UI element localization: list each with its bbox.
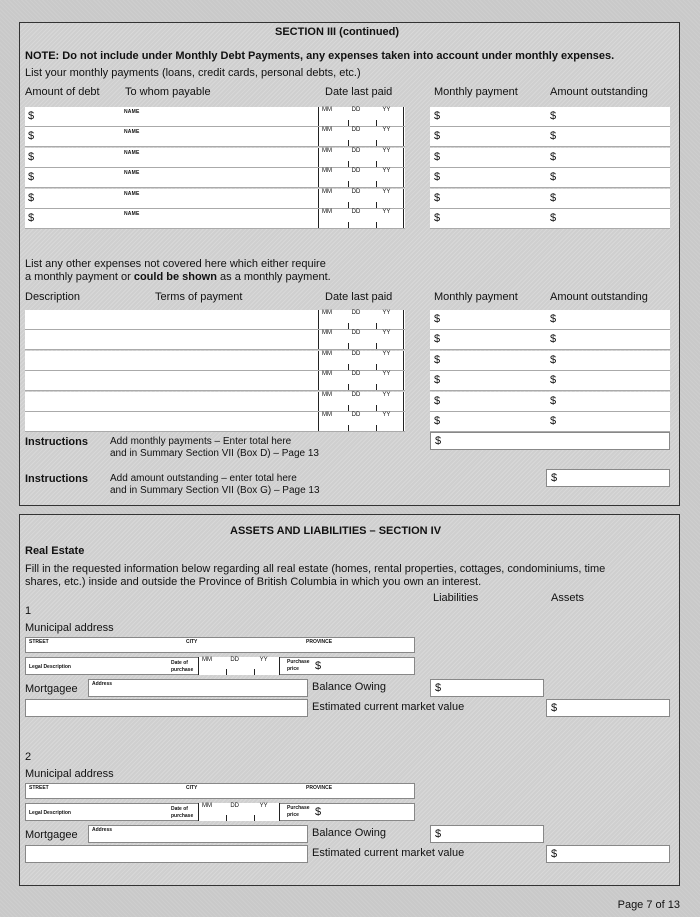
market-value-label: Estimated current market value	[312, 701, 465, 713]
purchase-price-label: Purchase	[287, 659, 310, 665]
amount-outstanding-field[interactable]: $	[550, 394, 557, 407]
monthly-payment-field[interactable]: $	[434, 313, 441, 325]
date-last-paid-field[interactable]: MM DD YY	[318, 330, 404, 349]
date-last-paid-field[interactable]: MM DD YY	[318, 392, 404, 411]
monthly-payment-field[interactable]: $	[434, 415, 441, 427]
date-last-paid-field[interactable]: MM DD YY	[318, 371, 404, 390]
amount-outstanding-field[interactable]: $	[550, 110, 557, 122]
market-value-field[interactable]: $	[546, 699, 670, 717]
amount-of-debt-field[interactable]: $	[28, 130, 35, 143]
date-last-paid-field[interactable]: MM DD YY	[318, 168, 404, 187]
instructions-1-line-1: Add monthly payments – Enter total here	[110, 436, 292, 447]
amount-of-debt-field[interactable]: $	[28, 110, 35, 122]
payee-name-field[interactable]: NAME	[124, 129, 140, 136]
monthly-payment-field[interactable]: $	[434, 212, 441, 224]
date-last-paid-field[interactable]: MM DD YY	[318, 412, 404, 431]
section-4-panel: ASSETS AND LIABILITIES – SECTION IV Real Estate Fill in the requested information below regarding all real estate (homes, rental properties, cottages, condominiums, time shares, etc.) inside and outside the Province of British Columbia in which you own an interest. Liabilities Assets 1 Municipal address STREET CITY PROVINCE Legal Description Date of purchase MM DD YY Purchase price $ Mortgagee Address Balance Owing $ Estimated current market value $ 2 Municipal address STREET CITY PROVINCE Legal Description Date of purchase MM DD YY Purchase price $ Mortgagee Address Balance Owing $ Estimated current market value $	[19, 514, 680, 886]
header-description: Description	[25, 291, 81, 303]
purchase-price-field[interactable]: $	[315, 806, 322, 818]
mortgagee-address-field-2[interactable]	[25, 699, 308, 717]
municipal-address-label: Municipal address	[25, 622, 114, 634]
date-last-paid-field[interactable]: MM DD YY	[198, 657, 280, 675]
instructions-label-1: Instructions	[25, 436, 88, 448]
mortgagee-label: Mortgagee	[25, 829, 78, 841]
header-monthly-payment: Monthly payment	[434, 86, 518, 98]
amount-outstanding-field[interactable]: $	[550, 313, 557, 325]
mortgagee-label: Mortgagee	[25, 683, 78, 695]
municipal-address-field[interactable]: STREET CITY PROVINCE	[25, 637, 415, 653]
total-amount-outstanding-field[interactable]: $	[546, 469, 670, 487]
property-number: 2	[25, 751, 32, 763]
date-last-paid-field[interactable]: MM DD YY	[318, 209, 404, 228]
payee-name-field[interactable]: NAME	[124, 190, 140, 197]
monthly-payment-field[interactable]: $	[434, 110, 441, 122]
purchase-price-field[interactable]: $	[315, 660, 322, 672]
section-4-intro-1: Fill in the requested information below regarding all real estate (homes, rental properties, cottages, condominiums, time	[25, 563, 606, 575]
amount-outstanding-field[interactable]: $	[550, 333, 557, 346]
balance-owing-label: Balance Owing	[312, 681, 386, 693]
section-3-note: NOTE: Do not include under Monthly Debt Payments, any expenses taken into account under monthly expenses.	[25, 50, 615, 62]
balance-owing-field[interactable]: $	[430, 679, 544, 697]
header-terms-of-payment: Terms of payment	[155, 291, 243, 303]
other-intro-line-2: a monthly payment or could be shown as a monthly payment.	[25, 271, 331, 283]
instructions-label-2: Instructions	[25, 473, 88, 485]
payee-name-field[interactable]: NAME	[124, 149, 140, 156]
payee-name-field[interactable]: NAME	[124, 109, 140, 115]
mortgagee-address-field-2[interactable]	[25, 845, 308, 863]
amount-outstanding-field[interactable]: $	[550, 212, 557, 224]
date-last-paid-field[interactable]: MM DD YY	[318, 107, 404, 126]
monthly-payment-field[interactable]: $	[434, 171, 441, 184]
balance-owing-label: Balance Owing	[312, 827, 386, 839]
section-3-title: SECTION III (continued)	[275, 26, 400, 38]
municipal-address-field[interactable]: STREET CITY PROVINCE	[25, 783, 415, 799]
payee-name-field[interactable]: NAME	[124, 170, 140, 177]
header-date-last-paid-2: Date last paid	[325, 291, 393, 303]
date-last-paid-field[interactable]: MM DD YY	[318, 189, 404, 208]
header-date-last-paid: Date last paid	[325, 86, 393, 98]
other-intro-line-1: List any other expenses not covered here which either require	[25, 258, 326, 270]
mortgagee-address-field[interactable]: Address	[88, 825, 308, 843]
legal-description-field[interactable]: Legal Description Date of purchase	[25, 657, 415, 675]
date-last-paid-field[interactable]: MM DD YY	[318, 351, 404, 370]
section-4-title: ASSETS AND LIABILITIES – SECTION IV	[230, 525, 442, 537]
date-last-paid-field[interactable]: MM DD YY	[318, 127, 404, 146]
amount-of-debt-field[interactable]: $	[28, 171, 35, 184]
liabilities-heading: Liabilities	[433, 592, 479, 604]
page-number: Page 7 of 13	[617, 899, 680, 911]
header-amount-of-debt: Amount of debt	[25, 86, 100, 98]
market-value-field[interactable]: $	[546, 845, 670, 863]
instructions-2-line-2: and in Summary Section VII (Box G) – Page 13	[110, 485, 320, 496]
assets-heading: Assets	[551, 592, 585, 604]
property-number: 1	[25, 605, 32, 617]
instructions-1-line-2: and in Summary Section VII (Box D) – Page 13	[110, 448, 319, 459]
monthly-payment-field[interactable]: $	[434, 353, 441, 366]
date-last-paid-field[interactable]: MM DD YY	[318, 148, 404, 167]
amount-outstanding-field[interactable]: $	[550, 415, 557, 427]
monthly-payment-field[interactable]: $	[434, 394, 441, 407]
total-monthly-payments-field[interactable]: $	[430, 432, 670, 450]
municipal-address-label: Municipal address	[25, 768, 114, 780]
mortgagee-address-field[interactable]: Address	[88, 679, 308, 697]
header-to-whom-payable: To whom payable	[125, 86, 211, 98]
balance-owing-field[interactable]: $	[430, 825, 544, 843]
amount-outstanding-field[interactable]: $	[550, 150, 557, 163]
payee-name-field[interactable]: NAME	[124, 211, 140, 217]
market-value-label: Estimated current market value	[312, 847, 465, 859]
section-3-intro: List your monthly payments (loans, credit cards, personal debts, etc.)	[25, 67, 361, 79]
monthly-payment-field[interactable]: $	[434, 191, 441, 204]
monthly-payment-field[interactable]: $	[434, 374, 441, 387]
date-last-paid-field[interactable]: MM DD YY	[318, 310, 404, 329]
amount-outstanding-field[interactable]: $	[550, 191, 557, 204]
amount-outstanding-field[interactable]: $	[550, 130, 557, 143]
amount-of-debt-field[interactable]: $	[28, 150, 35, 163]
legal-description-field[interactable]: Legal Description Date of purchase	[25, 803, 415, 821]
purchase-price-label: Purchase	[287, 805, 310, 811]
section-3-panel	[19, 22, 680, 506]
monthly-payment-field[interactable]: $	[434, 150, 441, 163]
amount-of-debt-field[interactable]: $	[28, 191, 35, 204]
amount-outstanding-field[interactable]: $	[550, 353, 557, 366]
header-amount-outstanding-2: Amount outstanding	[550, 291, 648, 303]
real-estate-heading: Real Estate	[25, 545, 85, 557]
monthly-payment-field[interactable]: $	[434, 130, 441, 143]
header-amount-outstanding: Amount outstanding	[550, 86, 648, 98]
monthly-payment-field[interactable]: $	[434, 333, 441, 346]
amount-of-debt-field[interactable]: $	[28, 212, 35, 224]
header-monthly-payment-2: Monthly payment	[434, 291, 518, 303]
section-4-intro-2: shares, etc.) inside and outside the Province of British Columbia in which you own an interest.	[25, 576, 482, 588]
amount-outstanding-field[interactable]: $	[550, 171, 557, 184]
amount-outstanding-field[interactable]: $	[550, 374, 557, 387]
instructions-2-line-1: Add amount outstanding – enter total here	[110, 473, 297, 484]
date-last-paid-field[interactable]: MM DD YY	[198, 803, 280, 821]
